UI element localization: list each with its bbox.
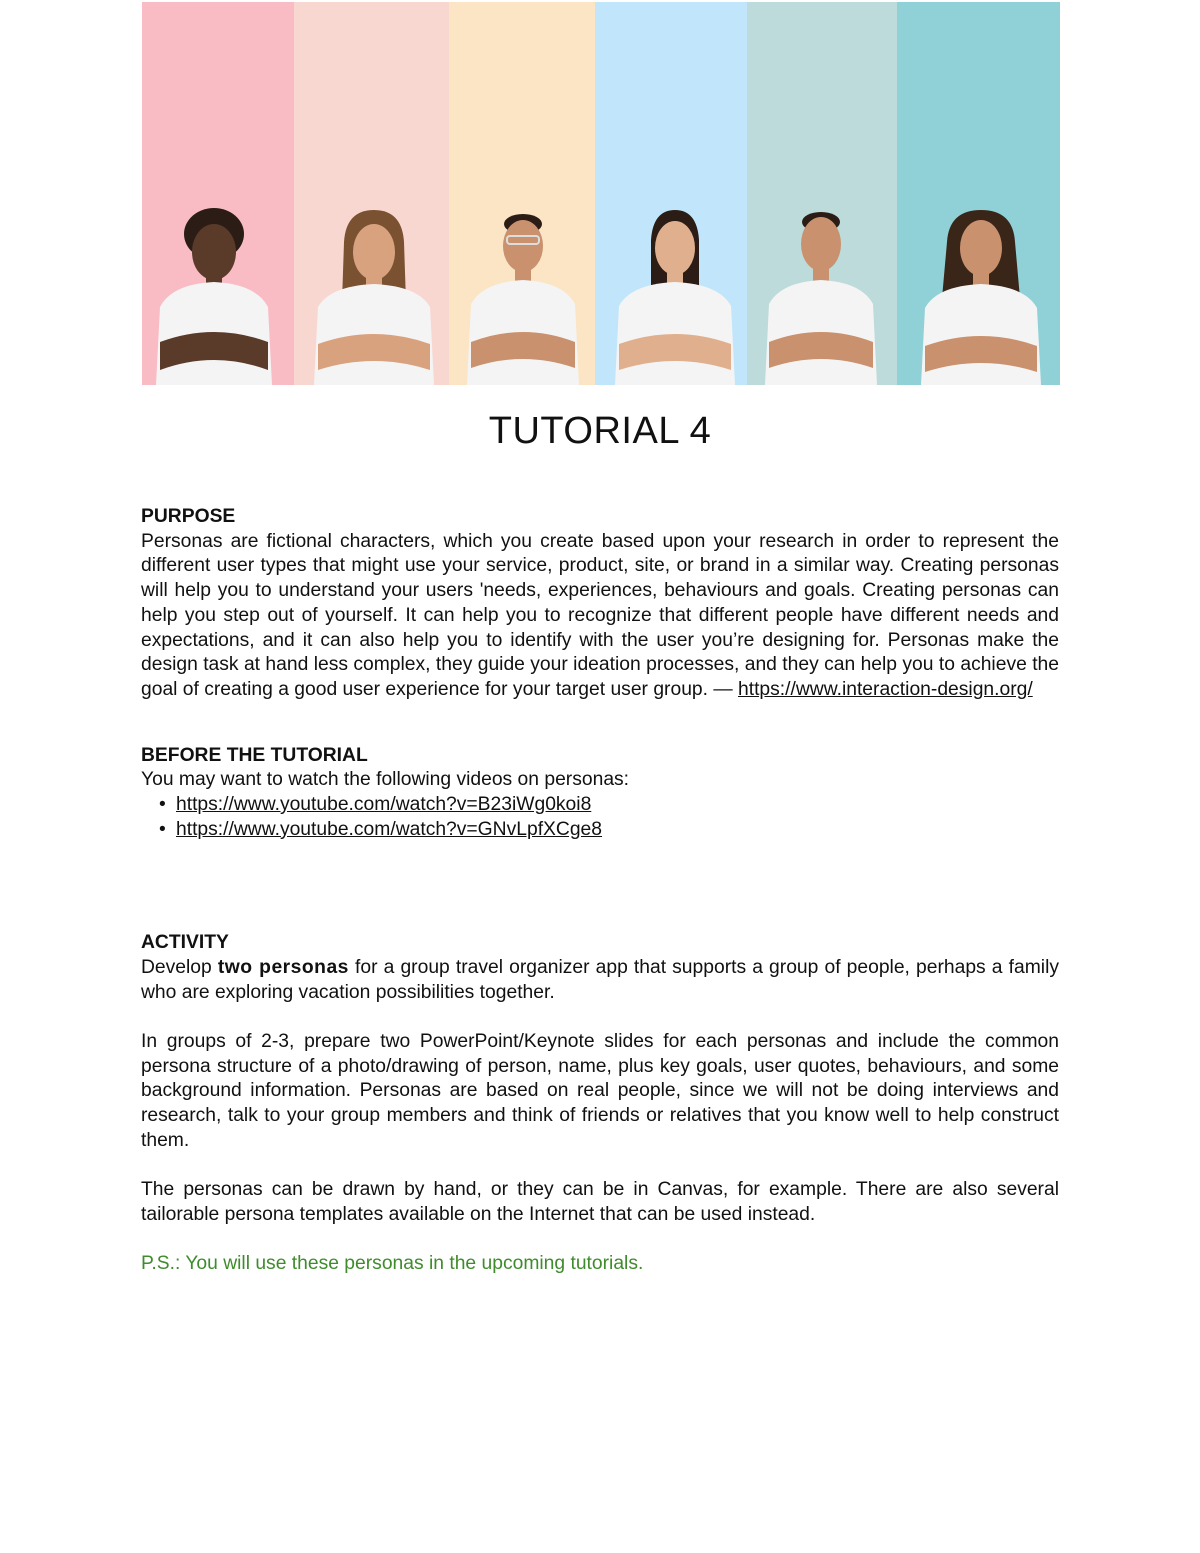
activity-paragraph-2: In groups of 2-3, prepare two PowerPoint/Keynote slides for each personas and include the common persona structure of a photo/drawing of person, name, plus key goals, user quotes, behaviours, and some background information. Personas are based on real people, since we will not be doing interviews and research, talk to your group members and think of friends or relatives that you know well to help construct them.	[141, 1030, 1059, 1151]
stripe-pink	[142, 2, 294, 385]
bullet: •	[159, 818, 166, 840]
stripe-teal	[897, 2, 1060, 385]
list-item	[159, 793, 1059, 818]
purpose-heading: PURPOSE	[141, 506, 236, 527]
video-link-list	[141, 793, 1059, 842]
before-tutorial-intro: You may want to watch the following videos on personas:	[141, 769, 630, 791]
activity-emphasis: two personas	[217, 956, 349, 978]
person-illustration	[897, 2, 1060, 385]
person-illustration	[294, 2, 449, 385]
stripe-sage	[747, 2, 897, 385]
youtube-link-2[interactable]: https://www.youtube.com/watch?v=GNvLpfXCge8	[176, 818, 603, 840]
activity-paragraph-1	[141, 956, 1059, 1005]
person-illustration	[142, 2, 294, 385]
activity-heading: ACTIVITY	[141, 932, 229, 954]
document-body	[141, 505, 1059, 1277]
interaction-design-link[interactable]: https://www.interaction-design.org/	[738, 678, 1033, 700]
page-title: TUTORIAL 4	[488, 410, 712, 452]
purpose-text: Personas are fictional characters, which you create based upon your research in order to represent the different user types that might use your service, product, site, or brand in a similar way. Creating personas will help you to understand your users 'needs, experiences, behaviours and goals. Creating personas can help you step out of yourself. It can help you to recognize that different people have different needs and expectations, and it can also help you to identify with the user you’re designing for. Personas make the design task at hand less complex, they guide your ideation processes, and they can help you to achieve the goal of creating a good user experience for your target user group. —	[141, 530, 1059, 700]
youtube-link-1[interactable]: https://www.youtube.com/watch?v=B23iWg0koi8	[176, 794, 592, 816]
before-tutorial-heading: BEFORE THE TUTORIAL	[141, 744, 368, 766]
activity-text-end: for a group travel organizer app that supports a group of people, perhaps a family who are exploring vacation possibilities together.	[141, 956, 1059, 1003]
ps-note: P.S.: You will use these personas in the upcoming tutorials.	[141, 1253, 644, 1275]
purpose-paragraph	[141, 530, 1059, 703]
activity-text-start: Develop	[141, 956, 218, 978]
stripe-peach	[294, 2, 449, 385]
list-item	[159, 818, 1059, 843]
person-illustration	[449, 2, 595, 385]
activity-paragraph-3: The personas can be drawn by hand, or they can be in Canvas, for example. There are also several tailorable persona templates available on the Internet that can be used instead.	[141, 1179, 1059, 1225]
stripe-cream	[449, 2, 595, 385]
persona-banner-image	[142, 2, 1060, 385]
bullet: •	[159, 794, 166, 816]
stripe-light-blue	[595, 2, 747, 385]
person-illustration	[747, 2, 897, 385]
person-illustration	[595, 2, 747, 385]
